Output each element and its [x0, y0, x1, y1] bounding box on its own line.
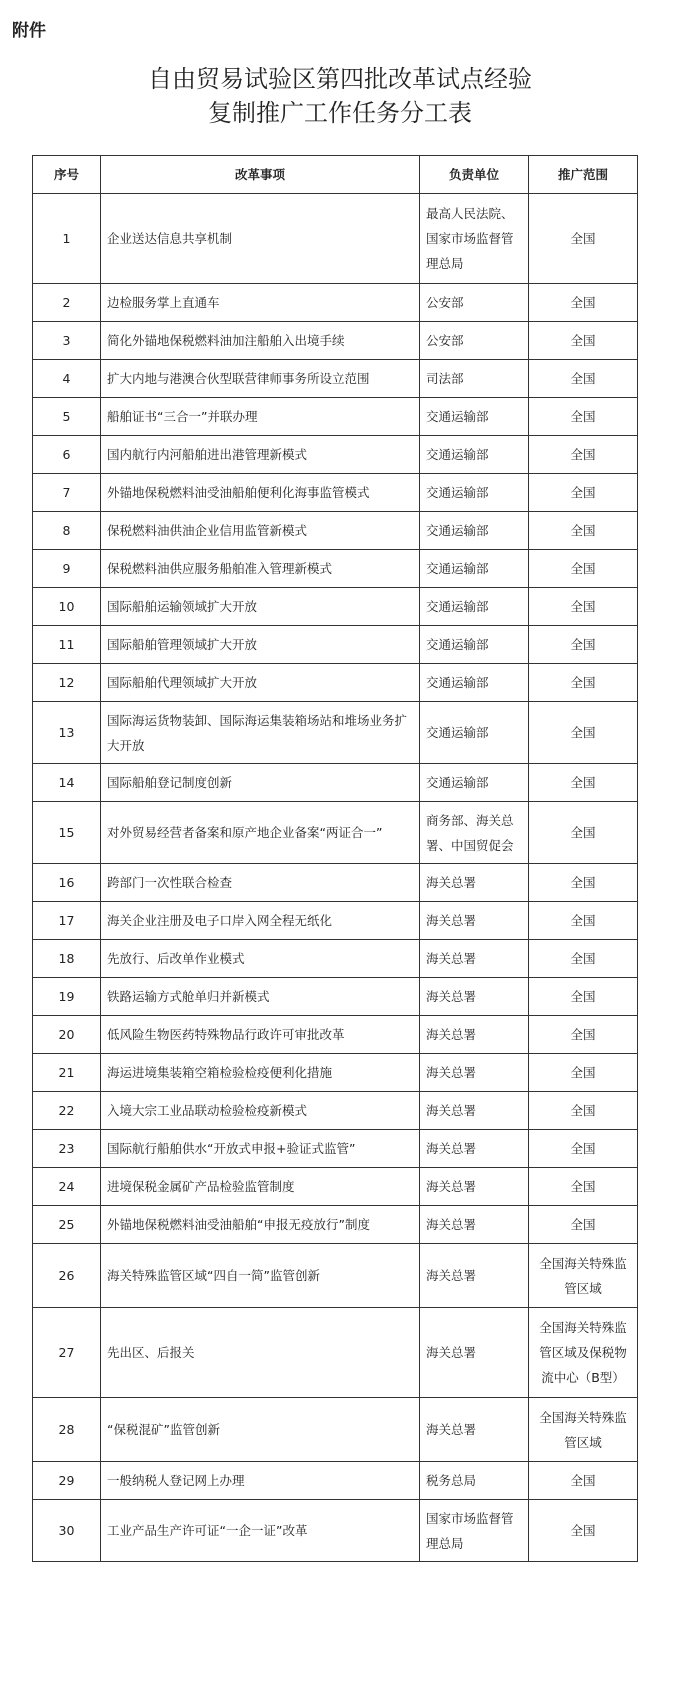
row-number: 7 [33, 474, 101, 512]
reform-item: 船舶证书“三合一”并联办理 [101, 398, 420, 436]
promotion-scope: 全国 [529, 512, 638, 550]
responsible-unit: 国家市场监督管理总局 [420, 1500, 529, 1562]
row-number: 8 [33, 512, 101, 550]
responsible-unit: 海关总署 [420, 1398, 529, 1462]
reform-item: 跨部门一次性联合检查 [101, 864, 420, 902]
row-number: 25 [33, 1206, 101, 1244]
reform-item: 国际航行船舶供水“开放式申报+验证式监管” [101, 1130, 420, 1168]
header-responsible-unit: 负责单位 [420, 156, 529, 194]
reform-item: 国际船舶运输领域扩大开放 [101, 588, 420, 626]
row-number: 6 [33, 436, 101, 474]
responsible-unit: 交通运输部 [420, 550, 529, 588]
table-row [33, 1168, 638, 1206]
promotion-scope: 全国 [529, 764, 638, 802]
row-number: 13 [33, 702, 101, 764]
promotion-scope: 全国 [529, 322, 638, 360]
table-row [33, 1500, 638, 1562]
reform-item: 简化外锚地保税燃料油加注船舶入出境手续 [101, 322, 420, 360]
reform-item: 铁路运输方式舱单归并新模式 [101, 978, 420, 1016]
row-number: 23 [33, 1130, 101, 1168]
table-row [33, 1398, 638, 1462]
responsible-unit: 司法部 [420, 360, 529, 398]
promotion-scope: 全国 [529, 1206, 638, 1244]
promotion-scope: 全国海关特殊监管区域 [529, 1244, 638, 1308]
table-row [33, 550, 638, 588]
row-number: 24 [33, 1168, 101, 1206]
reform-item: 对外贸易经营者备案和原产地企业备案“两证合一” [101, 802, 420, 864]
reform-item: 外锚地保税燃料油受油船舶“申报无疫放行”制度 [101, 1206, 420, 1244]
header-number: 序号 [33, 156, 101, 194]
responsible-unit: 公安部 [420, 322, 529, 360]
promotion-scope: 全国 [529, 1130, 638, 1168]
reform-item: 国际船舶管理领域扩大开放 [101, 626, 420, 664]
table-row [33, 322, 638, 360]
row-number: 14 [33, 764, 101, 802]
responsible-unit: 海关总署 [420, 1054, 529, 1092]
promotion-scope: 全国 [529, 1462, 638, 1500]
promotion-scope: 全国 [529, 1016, 638, 1054]
responsible-unit: 交通运输部 [420, 512, 529, 550]
responsible-unit: 交通运输部 [420, 474, 529, 512]
reform-item: 海关特殊监管区域“四自一简”监管创新 [101, 1244, 420, 1308]
responsible-unit: 公安部 [420, 284, 529, 322]
promotion-scope: 全国 [529, 1054, 638, 1092]
promotion-scope: 全国 [529, 194, 638, 284]
responsible-unit: 海关总署 [420, 1168, 529, 1206]
responsible-unit: 交通运输部 [420, 398, 529, 436]
reform-item: 低风险生物医药特殊物品行政许可审批改革 [101, 1016, 420, 1054]
document-title [0, 62, 680, 130]
reform-item: 进境保税金属矿产品检验监管制度 [101, 1168, 420, 1206]
responsible-unit: 海关总署 [420, 1016, 529, 1054]
table-row [33, 1462, 638, 1500]
table-row [33, 436, 638, 474]
responsible-unit: 商务部、海关总署、中国贸促会 [420, 802, 529, 864]
promotion-scope: 全国 [529, 978, 638, 1016]
row-number: 3 [33, 322, 101, 360]
reform-item: 国际船舶代理领域扩大开放 [101, 664, 420, 702]
reform-item: 先放行、后改单作业模式 [101, 940, 420, 978]
row-number: 9 [33, 550, 101, 588]
table-row [33, 1016, 638, 1054]
promotion-scope: 全国 [529, 902, 638, 940]
reform-item: 国际海运货物装卸、国际海运集装箱场站和堆场业务扩大开放 [101, 702, 420, 764]
promotion-scope: 全国 [529, 436, 638, 474]
responsible-unit: 交通运输部 [420, 588, 529, 626]
promotion-scope: 全国 [529, 864, 638, 902]
reform-item: 工业产品生产许可证“一企一证”改革 [101, 1500, 420, 1562]
responsible-unit: 最高人民法院、国家市场监督管理总局 [420, 194, 529, 284]
responsible-unit: 海关总署 [420, 940, 529, 978]
promotion-scope: 全国 [529, 802, 638, 864]
reform-item: 国际船舶登记制度创新 [101, 764, 420, 802]
reform-item: 国内航行内河船舶进出港管理新模式 [101, 436, 420, 474]
title-line-2: 复制推广工作任务分工表 [208, 99, 472, 127]
responsible-unit: 海关总署 [420, 1206, 529, 1244]
reform-item: 海关企业注册及电子口岸入网全程无纸化 [101, 902, 420, 940]
table-row [33, 902, 638, 940]
task-table [32, 155, 638, 1562]
table-row [33, 1244, 638, 1308]
row-number: 26 [33, 1244, 101, 1308]
header-reform-item: 改革事项 [101, 156, 420, 194]
table-row [33, 864, 638, 902]
promotion-scope: 全国海关特殊监管区域 [529, 1398, 638, 1462]
row-number: 22 [33, 1092, 101, 1130]
row-number: 28 [33, 1398, 101, 1462]
row-number: 11 [33, 626, 101, 664]
promotion-scope: 全国 [529, 284, 638, 322]
responsible-unit: 海关总署 [420, 1092, 529, 1130]
table-row [33, 360, 638, 398]
reform-item: 一般纳税人登记网上办理 [101, 1462, 420, 1500]
promotion-scope: 全国 [529, 1500, 638, 1562]
responsible-unit: 交通运输部 [420, 436, 529, 474]
promotion-scope: 全国 [529, 588, 638, 626]
row-number: 30 [33, 1500, 101, 1562]
reform-item: “保税混矿”监管创新 [101, 1398, 420, 1462]
title-line-1: 自由贸易试验区第四批改革试点经验 [148, 65, 532, 93]
table-row [33, 284, 638, 322]
reform-item: 外锚地保税燃料油受油船舶便利化海事监管模式 [101, 474, 420, 512]
responsible-unit: 海关总署 [420, 864, 529, 902]
row-number: 21 [33, 1054, 101, 1092]
promotion-scope: 全国 [529, 1092, 638, 1130]
table-row [33, 398, 638, 436]
row-number: 15 [33, 802, 101, 864]
row-number: 10 [33, 588, 101, 626]
responsible-unit: 交通运输部 [420, 702, 529, 764]
table-row [33, 1206, 638, 1244]
table-header-row [33, 156, 638, 194]
table-row [33, 1092, 638, 1130]
row-number: 16 [33, 864, 101, 902]
table-row [33, 802, 638, 864]
row-number: 20 [33, 1016, 101, 1054]
responsible-unit: 海关总署 [420, 1244, 529, 1308]
promotion-scope: 全国 [529, 626, 638, 664]
table-row [33, 626, 638, 664]
responsible-unit: 海关总署 [420, 978, 529, 1016]
table-row [33, 474, 638, 512]
row-number: 1 [33, 194, 101, 284]
table-row [33, 664, 638, 702]
responsible-unit: 交通运输部 [420, 664, 529, 702]
table-row [33, 940, 638, 978]
promotion-scope: 全国 [529, 360, 638, 398]
row-number: 19 [33, 978, 101, 1016]
promotion-scope: 全国 [529, 398, 638, 436]
reform-item: 企业送达信息共享机制 [101, 194, 420, 284]
responsible-unit: 海关总署 [420, 902, 529, 940]
row-number: 12 [33, 664, 101, 702]
reform-item: 入境大宗工业品联动检验检疫新模式 [101, 1092, 420, 1130]
responsible-unit: 税务总局 [420, 1462, 529, 1500]
row-number: 18 [33, 940, 101, 978]
attachment-label: 附件 [12, 21, 46, 41]
reform-item: 扩大内地与港澳合伙型联营律师事务所设立范围 [101, 360, 420, 398]
table-row [33, 978, 638, 1016]
table-row [33, 512, 638, 550]
row-number: 5 [33, 398, 101, 436]
header-scope: 推广范围 [529, 156, 638, 194]
responsible-unit: 交通运输部 [420, 626, 529, 664]
promotion-scope: 全国 [529, 1168, 638, 1206]
promotion-scope: 全国 [529, 940, 638, 978]
responsible-unit: 海关总署 [420, 1308, 529, 1398]
reform-item: 保税燃料油供油企业信用监管新模式 [101, 512, 420, 550]
reform-item: 边检服务掌上直通车 [101, 284, 420, 322]
table-row [33, 1308, 638, 1398]
row-number: 17 [33, 902, 101, 940]
promotion-scope: 全国 [529, 474, 638, 512]
reform-item: 先出区、后报关 [101, 1308, 420, 1398]
row-number: 27 [33, 1308, 101, 1398]
reform-item: 海运进境集装箱空箱检验检疫便利化措施 [101, 1054, 420, 1092]
table-row [33, 702, 638, 764]
row-number: 29 [33, 1462, 101, 1500]
table-row [33, 1054, 638, 1092]
row-number: 4 [33, 360, 101, 398]
promotion-scope: 全国 [529, 550, 638, 588]
reform-item: 保税燃料油供应服务船舶准入管理新模式 [101, 550, 420, 588]
table-row [33, 764, 638, 802]
promotion-scope: 全国 [529, 664, 638, 702]
responsible-unit: 海关总署 [420, 1130, 529, 1168]
table-row [33, 1130, 638, 1168]
table-row [33, 588, 638, 626]
table-row [33, 194, 638, 284]
responsible-unit: 交通运输部 [420, 764, 529, 802]
promotion-scope: 全国海关特殊监管区域及保税物流中心（B型） [529, 1308, 638, 1398]
row-number: 2 [33, 284, 101, 322]
promotion-scope: 全国 [529, 702, 638, 764]
